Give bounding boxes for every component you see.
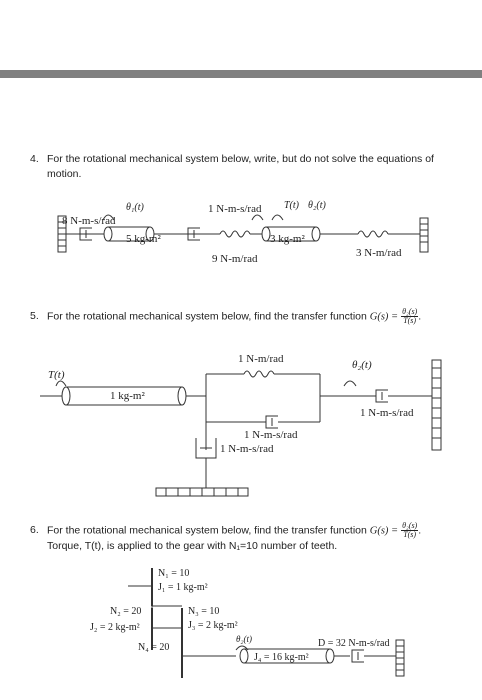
problem-text-continued: Torque, T(t), is applied to the gear with N₁=10 number of teeth.	[47, 540, 338, 552]
inertia-left	[104, 227, 112, 241]
figure-problem-5	[0, 338, 482, 508]
top-divider-bar	[0, 70, 482, 78]
label-n3: N₃ = 10	[188, 606, 220, 617]
right-wall	[432, 360, 441, 450]
problem-4	[30, 152, 470, 182]
torque-arrow	[252, 215, 263, 220]
label-j3: J₃ = 2 kg-m²	[188, 620, 238, 631]
problem-5	[30, 308, 470, 325]
problem-number: 4.	[30, 153, 39, 165]
theta2-arrow	[272, 215, 283, 220]
label-damper-mid: 1 N-m-s/rad	[244, 429, 298, 441]
figure-problem-4	[0, 190, 482, 280]
label-damper-left: 8 N-m-s/rad	[62, 215, 116, 227]
problem-text: For the rotational mechanical system below, find the transfer function	[47, 310, 367, 323]
sentence-end: .	[418, 310, 422, 323]
label-inertia-right: 3 kg-m²	[270, 233, 305, 245]
label-theta1: θ₁(t)	[126, 202, 144, 213]
label-theta2: θ₂(t)	[308, 200, 326, 211]
problem-number: 6.	[30, 524, 39, 537]
spring-top	[244, 371, 274, 377]
label-j4: J₄ = 16 kg-m²	[254, 652, 309, 663]
label-inertia: 1 kg-m²	[110, 390, 145, 402]
fraction-denominator: T(s)	[403, 316, 417, 325]
label-torque: T(t)	[284, 200, 299, 211]
label-damper-bottom: 1 N-m-s/rad	[220, 443, 274, 455]
label-torque: T(t)	[48, 369, 65, 381]
spring-mid	[220, 231, 250, 237]
figure-problem-6	[0, 560, 482, 700]
label-spring-mid: 9 N-m/rad	[212, 253, 258, 265]
fraction-denominator: T(s)	[403, 530, 417, 539]
theta2-arrow	[344, 381, 356, 386]
problem-text: For the rotational mechanical system below, write, but do not solve the equations of	[47, 153, 434, 165]
label-j2: J₂ = 2 kg-m²	[90, 622, 140, 633]
right-wall	[420, 218, 428, 252]
label-damper-mid: 1 N-m-s/rad	[208, 203, 262, 215]
label-damper: D = 32 N-m-s/rad	[318, 638, 390, 649]
problem-text: For the rotational mechanical system below, find the transfer function	[47, 524, 367, 537]
label-inertia-left: 5 kg-m²	[126, 233, 161, 245]
spring-right	[358, 231, 388, 237]
label-theta2: θ₂(t)	[352, 359, 372, 371]
transfer-function-fraction	[401, 308, 418, 325]
label-damper-right: 1 N-m-s/rad	[360, 407, 414, 419]
label-spring-top: 1 N-m/rad	[238, 353, 284, 365]
label-n2: N₂ = 20	[110, 606, 142, 617]
label-j1: J₁ = 1 kg-m²	[158, 582, 208, 593]
problem-6	[30, 522, 470, 554]
problem-number: 5.	[30, 310, 39, 323]
label-n4: N₄ = 20	[138, 642, 170, 653]
inertia	[62, 387, 70, 405]
sentence-end: .	[418, 524, 422, 537]
label-theta2: θ₂(t)	[236, 634, 253, 644]
transfer-function-label: G(s) =	[369, 311, 399, 323]
transfer-function-fraction	[401, 522, 418, 539]
problem-text-continued: motion.	[47, 168, 82, 180]
fraction-numerator: θ₂(s)	[402, 521, 418, 530]
label-spring-right: 3 N-m/rad	[356, 247, 402, 259]
inertia-j4	[240, 649, 248, 663]
fraction-numerator: θ₂(s)	[402, 307, 418, 316]
transfer-function-label: G(s) =	[369, 525, 399, 537]
label-n1: N₁ = 10	[158, 568, 190, 579]
torque-arrow	[56, 381, 66, 386]
inertia-right	[262, 227, 270, 241]
